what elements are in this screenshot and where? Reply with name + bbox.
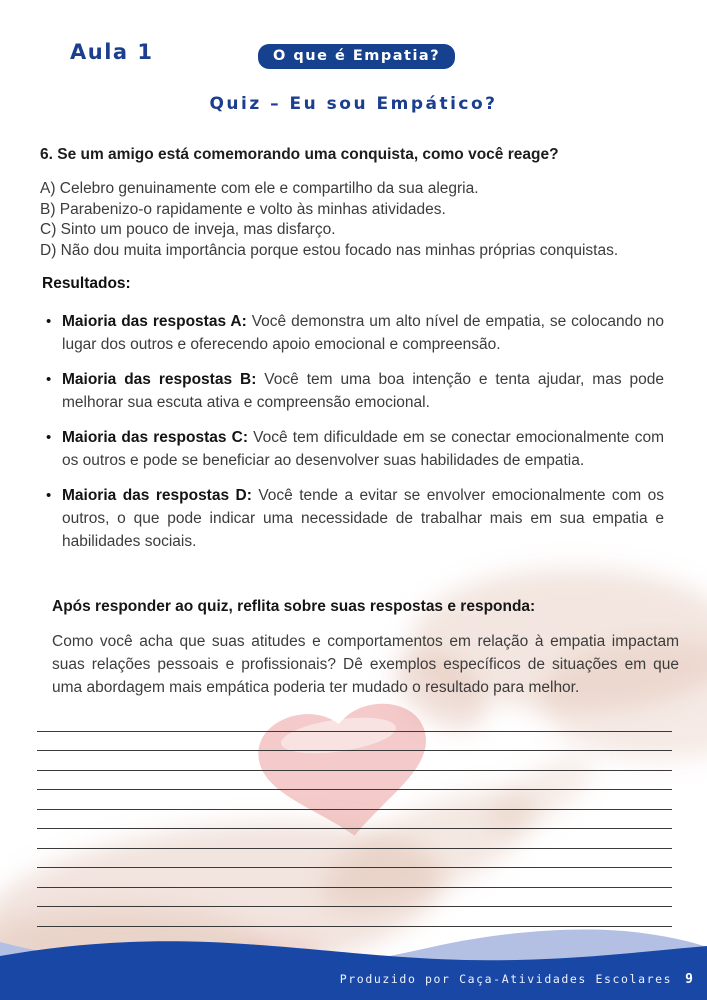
answer-line <box>37 849 672 869</box>
question-text: 6. Se um amigo está comemorando uma conquista, como você reage? <box>40 146 559 163</box>
answer-line <box>37 810 672 830</box>
answer-line <box>37 771 672 791</box>
result-text: Você demonstra um alto nível de empatia, se colocando no lugar dos outros e oferecendo apoio emocional e compreensão. <box>62 313 664 353</box>
result-body <box>62 310 664 356</box>
result-item <box>46 426 664 472</box>
answer-line <box>37 712 672 732</box>
result-body <box>62 368 664 414</box>
answer-line <box>37 732 672 752</box>
footer-credit: Produzido por Caça-Atividades Escolares <box>339 972 673 986</box>
quiz-option: D) Não dou muita importância porque estou focado nas minhas próprias conquistas. <box>40 241 619 259</box>
answer-lines <box>37 712 672 927</box>
result-label: Maioria das respostas D: <box>62 487 259 504</box>
footer <box>340 972 693 987</box>
lesson-label: Aula 1 <box>70 40 154 64</box>
result-item <box>46 310 664 356</box>
page-number: 9 <box>685 972 693 987</box>
reflection-prompt: Como você acha que suas atitudes e comportamentos em relação à empatia impactam suas relações pessoais e profissionais? Dê exemplos específicos de situações em que uma abordagem mais empática poderia ter mudado o resultado para melhor. <box>52 633 679 696</box>
bullet-icon: • <box>46 429 52 446</box>
result-text: Você tem dificuldade em se conectar emocionalmente com os outros e pode se beneficiar ao desenvolver suas habilidades de empatia. <box>62 429 664 469</box>
result-body <box>62 484 664 553</box>
result-text: Você tem uma boa intenção e tenta ajudar, mas pode melhorar sua escuta ativa e compreensão emocional. <box>62 371 664 411</box>
result-label: Maioria das respostas B: <box>62 371 265 388</box>
results-heading: Resultados: <box>42 275 131 292</box>
quiz-option: A) Celebro genuinamente com ele e compartilho da sua alegria. <box>40 180 479 197</box>
bullet-icon: • <box>46 313 52 330</box>
quiz-title: Quiz – Eu sou Empático? <box>209 94 498 114</box>
result-label: Maioria das respostas A: <box>62 313 252 330</box>
result-item <box>46 368 664 414</box>
result-body <box>62 426 664 472</box>
reflection-heading: Após responder ao quiz, reflita sobre suas respostas e responda: <box>52 598 536 615</box>
answer-line <box>37 868 672 888</box>
quiz-option: B) Parabenizo-o rapidamente e volto às minhas atividades. <box>40 200 446 218</box>
answer-line <box>37 751 672 771</box>
quiz-options <box>40 179 677 261</box>
topic-badge: O que é Empatia? <box>258 44 455 69</box>
answer-line <box>37 790 672 810</box>
result-item <box>46 484 664 553</box>
answer-line <box>37 829 672 849</box>
bullet-icon: • <box>46 371 52 388</box>
bullet-icon: • <box>46 487 52 504</box>
quiz-option: C) Sinto um pouco de inveja, mas disfarço. <box>40 221 336 239</box>
result-label: Maioria das respostas C: <box>62 429 254 446</box>
result-text: Você tende a evitar se envolver emocionalmente com os outros, o que pode indicar uma necessidade de trabalhar mais em sua empatia e habilidades sociais. <box>62 487 664 550</box>
results-list <box>46 310 664 565</box>
